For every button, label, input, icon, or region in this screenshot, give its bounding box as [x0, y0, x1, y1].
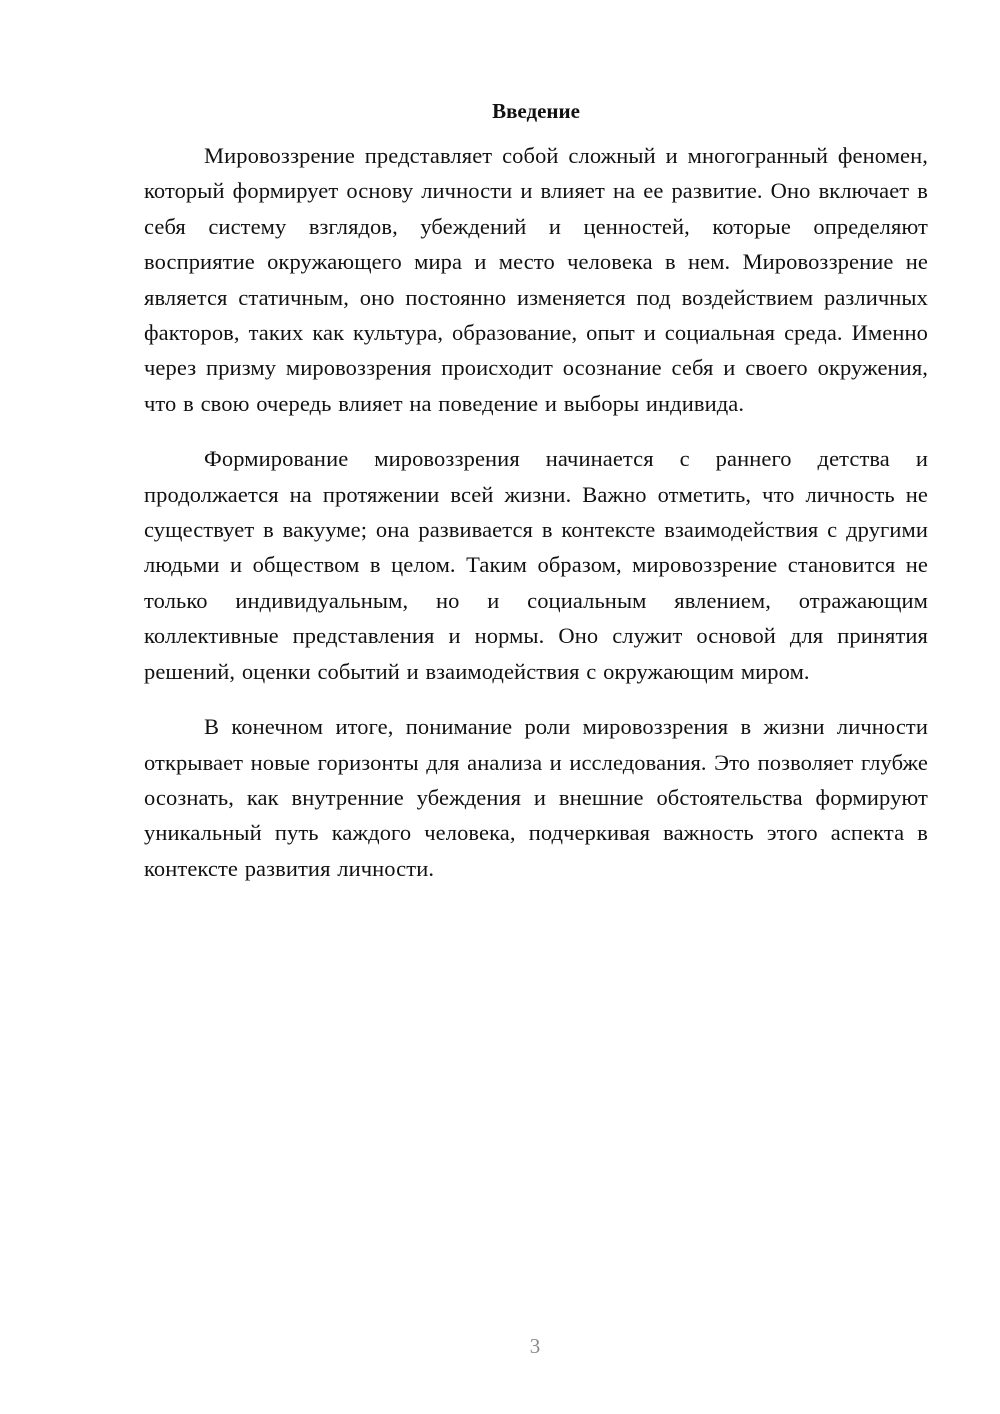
page-content: [144, 96, 928, 906]
paragraph-1: Мировоззрение представляет собой сложный и многогранный феномен, который формирует основу личности и влияет на ее развитие. Оно включает в себя систему взглядов, убеждений и ценностей, которые определяют восприятие окружающего мира и место человека в нем. Мировоззрение не является статичным, оно постоянно изменяется под воздействием различных факторов, таких как культура, образование, опыт и социальная среда. Именно через призму мировоззрения происходит осознание себя и своего окружения, что в свою очередь влияет на поведение и выборы индивида.: [144, 143, 928, 416]
section-heading: Введение: [492, 99, 580, 123]
paragraph-3: В конечном итоге, понимание роли мировоззрения в жизни личности открывает новые горизонты для анализа и исследования. Это позволяет глубже осознать, как внутренние убеждения и внешние обстоятельства формируют уникальный путь каждого человека, подчеркивая важность этого аспекта в контексте развития личности.: [144, 714, 928, 881]
page-number: 3: [529, 1334, 541, 1358]
paragraph-2: Формирование мировоззрения начинается с раннего детства и продолжается на протяжении всей жизни. Важно отметить, что личность не существует в вакууме; она развивается в контексте взаимодействия с другими людьми и обществом в целом. Таким образом, мировоззрение становится не только индивидуальным, но и социальным явлением, отражающим коллективные представления и нормы. Оно служит основой для принятия решений, оценки событий и взаимодействия с окружающим миром.: [144, 446, 928, 684]
